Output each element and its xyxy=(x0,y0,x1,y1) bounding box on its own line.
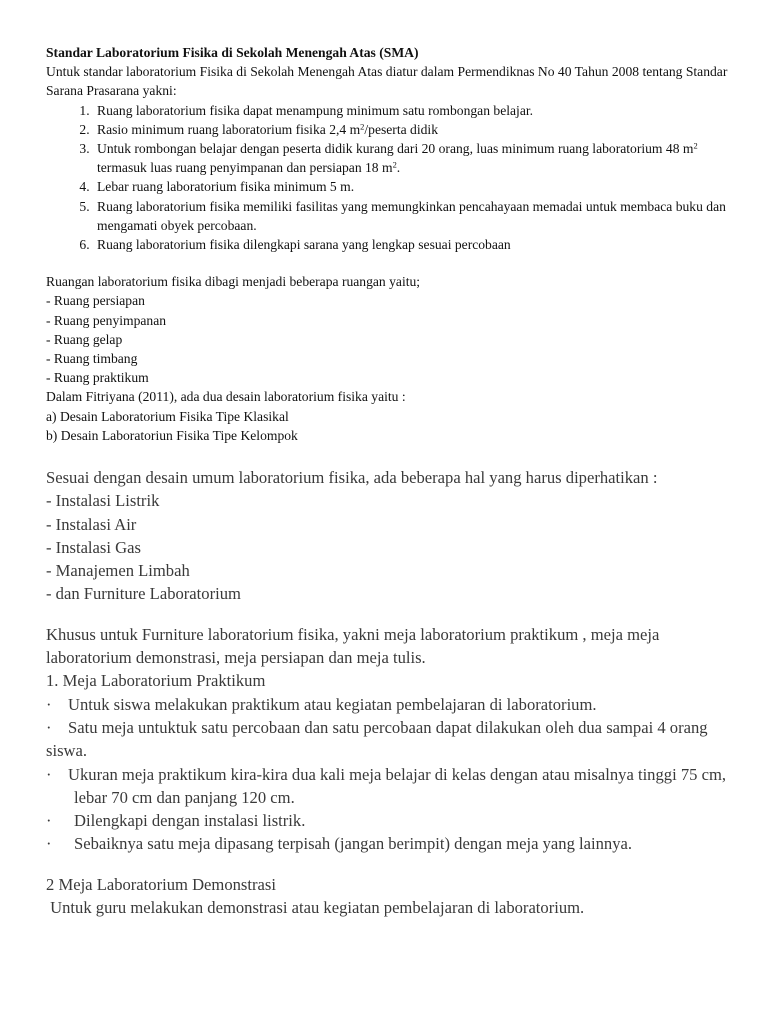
bullet-icon: · xyxy=(46,717,52,737)
bullet-icon: · xyxy=(46,834,52,854)
standards-list xyxy=(46,101,736,255)
intro-paragraph: Untuk standar laboratorium Fisika di Sekolah Menengah Atas diatur dalam Permendiknas No 40 Tahun 2008 tentang Standar Sarana Prasarana yakni: xyxy=(46,64,728,99)
bullet-item: · Sebaiknya satu meja dipasang terpisah (jangan berimpit) dengan meja yang lainnya. xyxy=(46,832,736,855)
installation-item: - Manajemen Limbah xyxy=(46,561,190,581)
bullet-continuation: lebar 70 cm dan panjang 120 cm. xyxy=(74,787,295,807)
room-item: - Ruang timbang xyxy=(46,351,138,367)
design-paragraph: Sesuai dengan desain umum laboratorium fisika, ada beberapa hal yang harus diperhatikan : xyxy=(46,468,658,487)
list-item: 4. Lebar ruang laboratorium fisika minimum 5 m. xyxy=(93,177,736,196)
bullet-icon: · xyxy=(46,764,52,784)
furniture-paragraph: Khusus untuk Furniture laboratorium fisika, yakni meja laboratorium praktikum , meja meja laboratorium demonstrasi, meja persiapan dan meja tulis. xyxy=(46,624,660,668)
bullet-icon: · xyxy=(46,694,52,714)
room-item: - Ruang gelap xyxy=(46,331,123,347)
section-lab-design xyxy=(46,466,736,919)
installation-item: - Instalasi Gas xyxy=(46,537,141,557)
section-lab-standards xyxy=(46,43,736,445)
installation-item: - Instalasi Air xyxy=(46,514,137,534)
list-item: 5. Ruang laboratorium fisika memiliki fasilitas yang memungkinkan pencahayaan memadai untuk membaca buku dan mengamati obyek percobaan. xyxy=(93,197,736,235)
bullet-item: · Ukuran meja praktikum kira-kira dua kali meja belajar di kelas dengan atau misalnya tinggi 75 cm, xyxy=(46,763,736,786)
installation-item: - Instalasi Listrik xyxy=(46,491,160,511)
design-item: b) Desain Laboratoriun Fisika Tipe Kelompok xyxy=(46,427,298,443)
bullet-item: · Untuk siswa melakukan praktikum atau kegiatan pembelajaran di laboratorium. xyxy=(46,693,736,716)
heading-demonstrasi: 2 Meja Laboratorium Demonstrasi xyxy=(46,874,276,894)
room-item: - Ruang penyimpanan xyxy=(46,312,167,328)
heading-praktikum: 1. Meja Laboratorium Praktikum xyxy=(46,671,266,691)
design-intro: Dalam Fitriyana (2011), ada dua desain laboratorium fisika yaitu : xyxy=(46,389,406,405)
document-title: Standar Laboratorium Fisika di Sekolah Menengah Atas (SMA) xyxy=(46,45,419,60)
bullet-item: · Dilengkapi dengan instalasi listrik. xyxy=(46,809,736,832)
bullet-item: · Satu meja untuktuk satu percobaan dan satu percobaan dapat dilakukan oleh dua sampai 4 orang siswa. xyxy=(46,717,708,761)
list-item: 1. Ruang laboratorium fisika dapat menampung minimum satu rombongan belajar. xyxy=(93,101,736,120)
demonstrasi-line: Untuk guru melakukan demonstrasi atau kegiatan pembelajaran di laboratorium. xyxy=(46,898,585,918)
design-item: a) Desain Laboratorium Fisika Tipe Klasikal xyxy=(46,408,289,424)
room-item: - Ruang praktikum xyxy=(46,370,149,386)
bullet-icon: · xyxy=(46,811,52,831)
room-item: - Ruang persiapan xyxy=(46,293,145,309)
list-item: 2. Rasio minimum ruang laboratorium fisika 2,4 $m^2$/peserta didik xyxy=(93,120,736,139)
list-item: 3. Untuk rombongan belajar dengan peserta didik kurang dari 20 orang, luas minimum ruang laboratorium 48 $m^2$ termasuk luas ruang penyimpanan dan persiapan 18 $m^2$. xyxy=(93,139,736,177)
installation-item: - dan Furniture Laboratorium xyxy=(46,584,241,604)
list-item: 6. Ruang laboratorium fisika dilengkapi sarana yang lengkap sesuai percobaan xyxy=(93,235,736,254)
rooms-intro: Ruangan laboratorium fisika dibagi menjadi beberapa ruangan yaitu; xyxy=(46,274,421,290)
